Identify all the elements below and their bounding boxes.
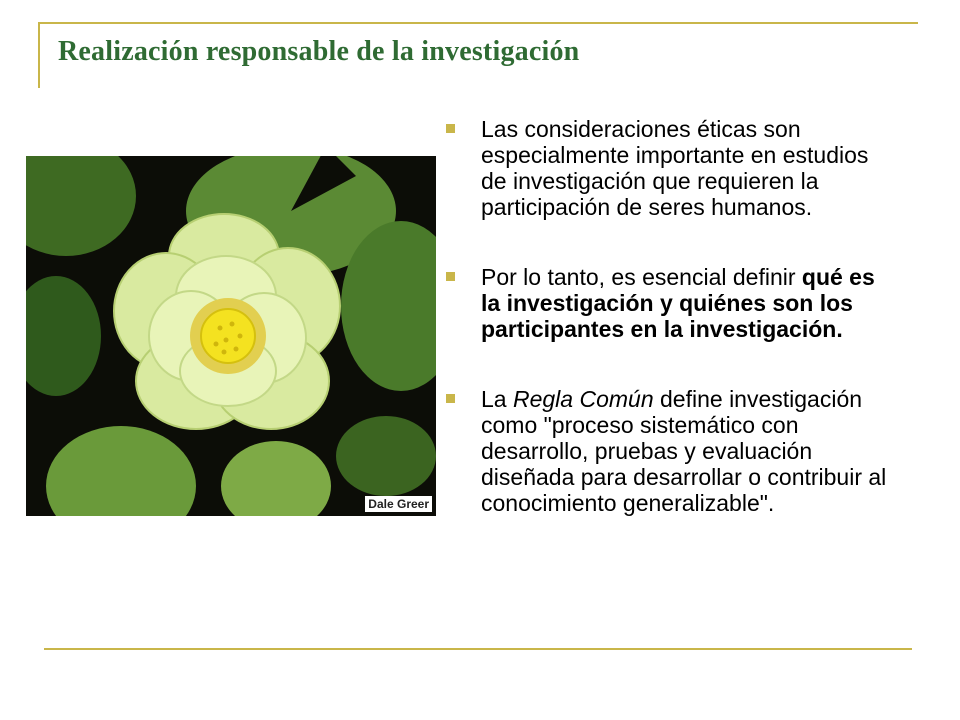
left-rule [38, 22, 40, 88]
bullet-list [446, 116, 896, 516]
bullet-text-2-lead: Por lo tanto, es esencial definir [481, 264, 802, 290]
lotus-flower-illustration [26, 156, 436, 516]
bullet-square-icon [446, 394, 455, 403]
bottom-rule [44, 648, 912, 650]
bullet-text-3-lead: La [481, 386, 513, 412]
bullet-text-1: Las consideraciones éticas son especialmente importante en estudios de investigación que requieren la participación de seres humanos. [481, 116, 869, 220]
bullet-text-2-emphasis: qué es la investigación y quiénes son los participantes en la investigación. [481, 264, 875, 342]
bullet-square-icon [446, 272, 455, 281]
bullet-item-2 [446, 264, 896, 342]
bullet-item-3 [446, 386, 896, 516]
photo-credit: Dale Greer [365, 496, 432, 512]
lotus-flower-photo [26, 156, 436, 516]
bullet-square-icon [446, 124, 455, 133]
top-rule [40, 22, 918, 24]
bullet-text-3-italic: Regla Común [512, 386, 654, 412]
bullet-item-1 [446, 116, 896, 220]
slide-title: Realización responsable de la investigación [58, 36, 580, 67]
bullet-text-3-tail: define investigación como "proceso sistemático con desarrollo, pruebas y evaluación diseñada para desarrollar o contribuir al conocimiento generalizable". [481, 386, 887, 516]
